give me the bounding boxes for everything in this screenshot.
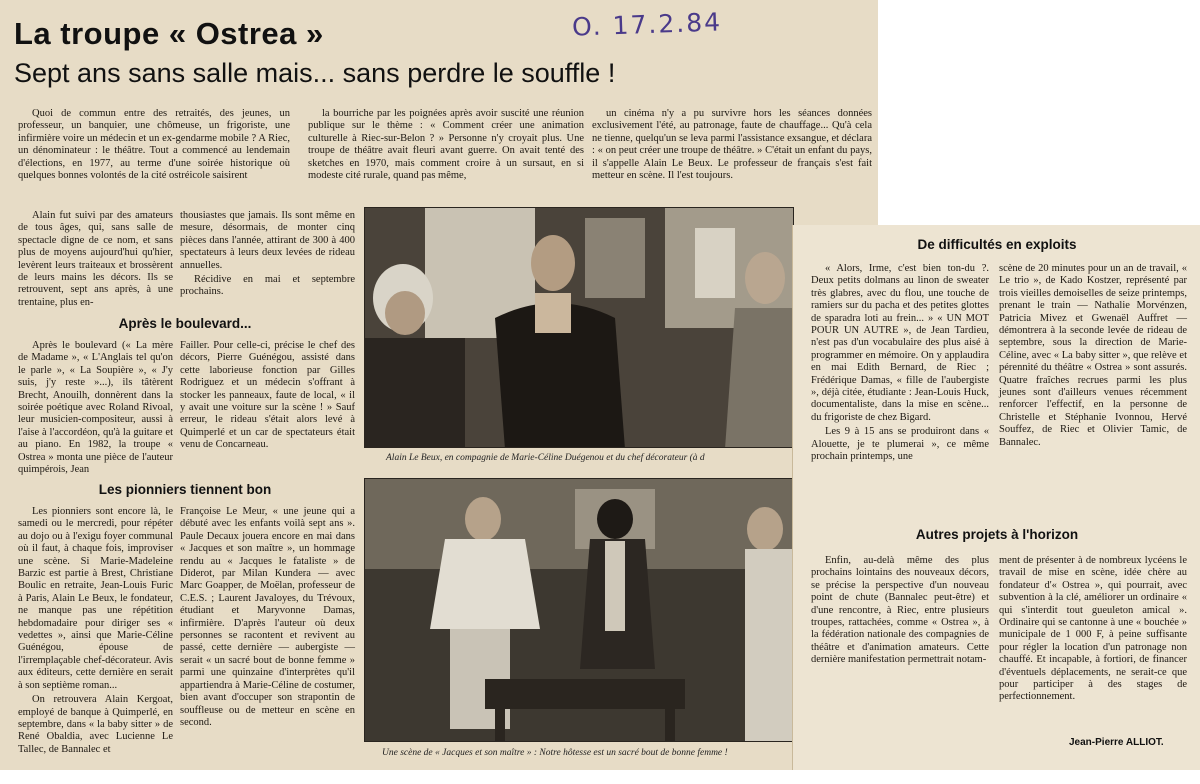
headline: La troupe « Ostrea » [14,16,324,51]
paragraph-thousiastes: thousiastes que jamais. Ils sont même en mesure, désormais, de monter cinq pièces dans l'année, attirant de 300 à 400 spectateurs à leurs deux levées de rideau annuelles. Récidive en mai et septembre prochains. [180,210,355,298]
projets-column-1: Enfin, au-delà même des plus prochains lointains des nouveaux décors, se précise la perspective d'un nouveau point de chute (Bannalec peut-être) et d'une rencontre, à Riec, entre plusieurs troupes, rattachées, comme « Ostrea », à la fédération nationale des compagnies de théâtre et d'animation amateurs. Cette dernière manifestation permettrait notam- [811,555,989,666]
handwritten-date: O. 17.2.84 [571,7,723,42]
photo-caption-2: Une scène de « Jacques et son maître » : Notre hôtesse est un sacré bout de bonne femme ! [382,748,728,758]
photo-stage-scene [364,478,794,742]
intro-column-1: Quoi de commun entre des retraités, des jeunes, un professeur, un banquier, une chômeuse, un frigoriste, une infirmière voire un médecin et un ex-gendarme mobile ? A Riec, un dénominateur : le théâtre. Tout a commencé au lendemain d'élections, en 1977, au terme d'une soirée historique où quelques bonnes volontés de la cité ostréicole saisirent [18,108,290,182]
projets-column-2: ment de présenter à de nombreux lycéens le travail de mise en scène, idée chère au fondateur d'« Ostrea », qui pourrait, avec subvention à la clé, améliorer un ordinaire « qui s'interdit tout gueuleton amical ». Ordinaire qui se cantonne à une « bouchée » municipale de 1 000 F, à peine suffisante pour régler la location d'un patronage non chauffé. Et incapable, à fortiori, de financer d'éventuels déplacements, ne serait-ce que pour participer à des stages de perfectionnement. [999,555,1187,703]
intro-column-2: la bourriche par les poignées après avoir suscité une réunion publique sur le thème : « Comment créer une animation culturelle à Riec-sur-Belon ? » Personne n'y croyait plus. Une troupe de théâtre avait fleuri avant guerre. On avait tenté des sketches en 1970, mais comment croire à un sursaut, en si modeste cité rurale, quand pas même, [308,108,584,182]
pionniers-column-1: Les pionniers sont encore là, le samedi ou le mercredi, pour répéter au dojo ou à l'exigu foyer communal où il faut, à chaque fois, improviser une scène. Si Marie-Madeleine Barzic est partie à Brest, Christiane Boulic en retraite, Jean-Louis Furic à Paris, Alain Le Beux, le fondateur, ne manque pas une répétition hebdomadaire pour diriger ses « vedettes », ainsi que Marie-Céline Guénégou, épouse de l'irremplaçable chef-décorateur. Avis aux éditeurs, cette dernière en serait à son septième roman... On retrouvera Alain Kergoat, employé de banque à Quimperlé, en septembre, dans « la baby sitter » de René Obaldia, avec Lucienne Le Tallec, de Bannalec et [18,506,173,755]
intro-column-3: un cinéma n'y a pu survivre hors les séances données exclusivement l'été, au patronage, faute de chauffage... Qu'à cela ne tienne, quelqu'un se leva parmi l'assistance exsangue, et déclara : « on peut créer une troupe de théâtre. » C'était un enfant du pays, il s'appelle Alain Le Beux. Le professeur de français s'est fait metteur en scène. Il l'est toujours. [592,108,872,182]
section-heading-projets: Autres projets à l'horizon [915,527,1079,542]
apres-column-2: Failler. Pour celle-ci, précise le chef des décors, Pierre Guénégou, assisté dans cette laborieuse fonction par Gilles Rodriguez et un médecin s'offrant à stocker les panneaux, faute de local, « il y avait une voiture sur la scène ! » Sauf erreur, le rideau s'était alors levé à Quimperlé et un car de spectateurs était venu de Concarneau. [180,340,355,451]
difficultes-column-2: scène de 20 minutes pour un an de travail, « Le trio », de Kado Kostzer, représenté par trois vieilles demoiselles de seize printemps, prenant le train — Nathalie Morvénzen, Patricia Mivez et Gwenaël Auffret — démontrera à la seconde levée de rideau de septembre, sous la direction de Marie-Céline, avec « La baby sitter », que relève et pérennité du théâtre « Ostrea » sont assurés. Quatre fraîches recrues parmi les plus jeunes sont d'ailleurs venues récemment renforcer l'effectif, en la personne de Christelle et Stéphanie Ivonnou, Hervé Souffez, de Riec et Olivier Tamic, de Bannalec. [999,263,1187,448]
photo-rehearsal-group [364,207,794,448]
newspaper-clipping-side [792,225,1200,770]
section-heading-pionniers: Les pionniers tiennent bon [98,482,272,497]
subheadline: Sept ans sans salle mais... sans perdre le souffle ! [14,58,616,88]
photo-caption-1: Alain Le Beux, en compagnie de Marie-Céline Duégenou et du chef décorateur (à d [386,453,705,463]
difficultes-column-1: « Alors, Irme, c'est bien ton-du ?. Deux petits dolmans au linon de sweater très glabres, avec du flou, une touche de ramiers sur du pacha et des petites glottes de sparadra loti au frein... » « UN MOT POUR UN AUTRE », de Jean Tardieu, n'est pas d'un vocabulaire des plus aisé à programmer en mémoire. On y applaudira en mai Edith Bernard, de Riec ; Frédérique Damas, « fille de l'aubergiste », déjà citée, étudiante : Jean-Louis Huck, documentaliste, dans la mise en scène... du frigoriste de chez Bigard. Les 9 à 15 ans se produiront dans « Alouette, je te plumerai », ce même prochain printemps, une [811,263,989,463]
photo-rehearsal-illustration [365,208,794,448]
author-signature: Jean-Pierre ALLIOT. [1069,737,1164,748]
pionniers-column-2: Françoise Le Meur, « une jeune qui a débuté avec les enfants voilà sept ans ». Paule Decaux jouera encore en mai dans « Jacques et son maître », un hommage rendu au « Jacques le fataliste » de Diderot, par Milan Kundera — avec Marc Goapper, de Moëlan, professeur de C.E.S. ; Laurent Javaloyes, du Trévoux, étudiant et Maryvonne Damas, infirmière. D'après l'auteur où deux personnes se racontent et revivent au passé, cette dernière — aubergiste — serait « un sacré bout de bonne femme » parmi une quinzaine d'interprètes qu'il appartiendra à Marie-Céline de costumer, bien avant d'occuper son strapontin de souffleuse ou de metteur en scène en second. [180,506,355,728]
photo-stage-illustration [365,479,794,742]
apres-column-1: Après le boulevard (« La mère de Madame », « L'Anglais tel qu'on le parle », « La Soupière », « J'y suis, j'y reste »...), ils tâtèrent Brecht, Anouilh, donnèrent dans la soirée poétique avec Roland Rivoal, leur musicien-compositeur, aussi à l'aise à l'accordéon, qu'à la guitare et au piano. En 1982, la troupe « Ostrea » monta une pièce de l'auteur quimpérois, Jean [18,340,173,476]
section-heading-apres: Après le boulevard... [118,316,252,331]
section-heading-difficultes: De difficultés en exploits [917,237,1077,252]
paragraph-alain: Alain fut suivi par des amateurs de tous âges, qui, sans salle de spectacle digne de ce nom, et sans plus de moyens aujourd'hui qu'hier, levèrent leurs traiteaux et brossèrent de leurs mains les décors. Ils se retrouvent, sept ans après, à une trentaine, plus en- [18,210,173,308]
